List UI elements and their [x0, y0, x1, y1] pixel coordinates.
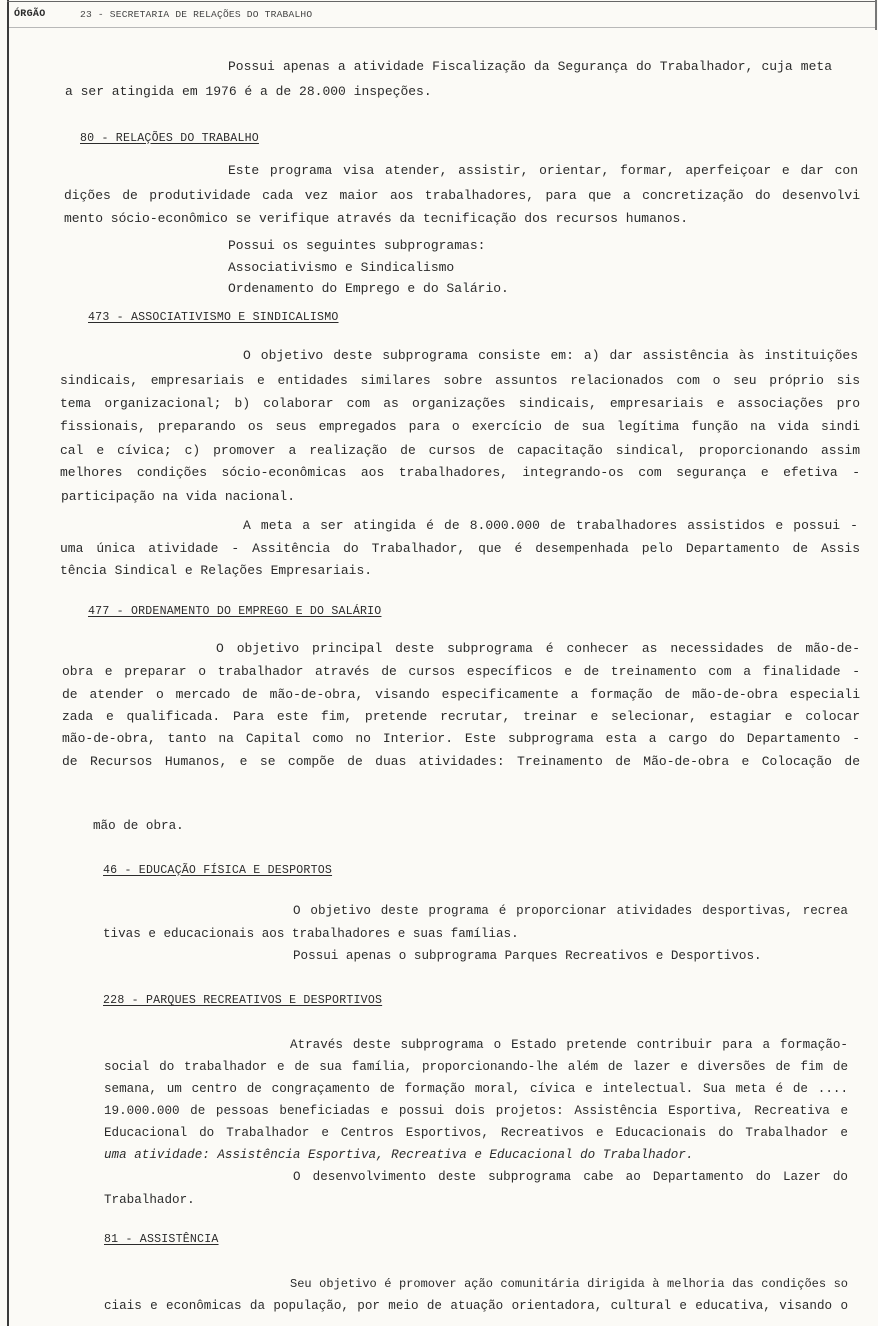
subprograms-intro: Possui os seguintes subprogramas:: [228, 238, 486, 253]
text-line: ciais e econômicas da população, por meio de atuação orientadora, cultural e educativa, visando o: [104, 1299, 848, 1313]
section-heading: 81 - ASSISTÊNCIA: [104, 1233, 219, 1246]
text-line: dições de produtividade cada vez maior aos trabalhadores, para que a concretização do desenvolvi: [64, 188, 860, 203]
text-line: sindicais, empresariais e entidades similares sobre assuntos relacionados com o seu próprio sis: [60, 373, 860, 388]
section-heading: 228 - PARQUES RECREATIVOS E DESPORTIVOS: [103, 994, 383, 1007]
text-line: tência Sindical e Relações Empresariais.: [60, 563, 373, 578]
text-line: uma única atividade - Assitência do Trabalhador, que é desempenhada pelo Departamento de Assis: [60, 541, 860, 556]
text-line: a ser atingida em 1976 é a de 28.000 inspeções.: [65, 84, 432, 99]
subprogram-item: Associativismo e Sindicalismo: [228, 260, 455, 275]
orgao-title: 23 - SECRETARIA DE RELAÇÕES DO TRABALHO: [80, 9, 313, 20]
left-border-rule: [7, 0, 9, 1326]
text-line: fissionais, preparando os seus empregados para o exercício de sua legítima função na vida sindi: [60, 419, 860, 434]
text-line: de atender o mercado de mão-de-obra, visando especificamente a formação de mão-de-obra especiali: [62, 687, 860, 702]
right-border-rule: [875, 0, 877, 30]
section-heading: 477 - ORDENAMENTO DO EMPREGO E DO SALÁRIO: [88, 605, 382, 618]
text-line: mento sócio-econômico se verifique através da tecnificação dos recursos humanos.: [64, 211, 689, 226]
text-line: tema organizacional; b) colaborar com as organizações sindicais, empresariais e associações pro: [60, 396, 860, 411]
section-heading: 473 - ASSOCIATIVISMO E SINDICALISMO: [88, 311, 339, 324]
text-line: social do trabalhador e de sua família, proporcionando-lhe além de lazer e diversões de fim de: [104, 1060, 848, 1074]
text-line: de Recursos Humanos, e se compõe de duas atividades: Treinamento de Mão-de-obra e Colocação de: [62, 754, 860, 769]
text-line: obra e preparar o trabalhador através de cursos específicos e de treinamento com a finalidade -: [62, 664, 860, 679]
text-line: O objetivo deste programa é proporcionar atividades desportivas, recrea: [293, 904, 848, 918]
text-line: participação na vida nacional.: [61, 489, 296, 504]
subprogram-item: Ordenamento do Emprego e do Salário.: [228, 281, 509, 296]
text-line: Possui apenas o subprograma Parques Recreativos e Desportivos.: [293, 949, 762, 963]
text-line: Trabalhador.: [104, 1193, 195, 1207]
header-divider-rule: [9, 27, 876, 28]
text-line: uma atividade: Assistência Esportiva, Recreativa e Educacional do Trabalhador.: [104, 1148, 694, 1162]
text-line: O objetivo deste subprograma consiste em: a) dar assistência às instituições: [243, 348, 858, 363]
section-heading: 46 - EDUCAÇÃO FÍSICA E DESPORTOS: [103, 864, 333, 877]
top-border-rule: [7, 1, 877, 2]
text-line: melhores condições sócio-econômicas aos trabalhadores, integrando-os com segurança e efetiva -: [60, 465, 860, 480]
orgao-label: ÓRGÃO: [14, 9, 46, 20]
text-line: Possui apenas a atividade Fiscalização da Segurança do Trabalhador, cuja meta: [228, 59, 832, 74]
text-line: mão de obra.: [93, 819, 184, 833]
text-line: zada e qualificada. Para este fim, pretende recrutar, treinar e selecionar, estagiar e colocar: [62, 709, 860, 724]
text-line: O desenvolvimento deste subprograma cabe ao Departamento do Lazer do: [293, 1170, 848, 1184]
text-line: 19.000.000 de pessoas beneficiadas e possui dois projetos: Assistência Esportiva, Recreativa e: [104, 1104, 848, 1118]
text-line: mão-de-obra, tanto na Capital como no Interior. Este subprograma esta a cargo do Departamento -: [62, 731, 860, 746]
text-line: Este programa visa atender, assistir, orientar, formar, aperfeiçoar e dar con: [228, 163, 858, 178]
text-line: Seu objetivo é promover ação comunitária dirigida à melhoria das condições so: [290, 1277, 848, 1291]
text-line: semana, um centro de congraçamento de formação moral, cívica e intelectual. Sua meta é de ....: [104, 1082, 848, 1096]
text-line: A meta a ser atingida é de 8.000.000 de trabalhadores assistidos e possui -: [243, 518, 858, 533]
text-line: Educacional do Trabalhador e Centros Esportivos, Recreativos e Educacionais do Trabalhador e: [104, 1126, 848, 1140]
text-line: O objetivo principal deste subprograma é conhecer as necessidades de mão-de-: [216, 641, 860, 656]
section-heading: 80 - RELAÇÕES DO TRABALHO: [80, 132, 259, 145]
text-line: tivas e educacionais aos trabalhadores e suas famílias.: [103, 927, 519, 941]
text-line: cal e cívica; c) promover a realização de cursos de capacitação sindical, proporcionando assim: [60, 443, 860, 458]
text-line: Através deste subprograma o Estado pretende contribuir para a formação-: [290, 1038, 848, 1052]
